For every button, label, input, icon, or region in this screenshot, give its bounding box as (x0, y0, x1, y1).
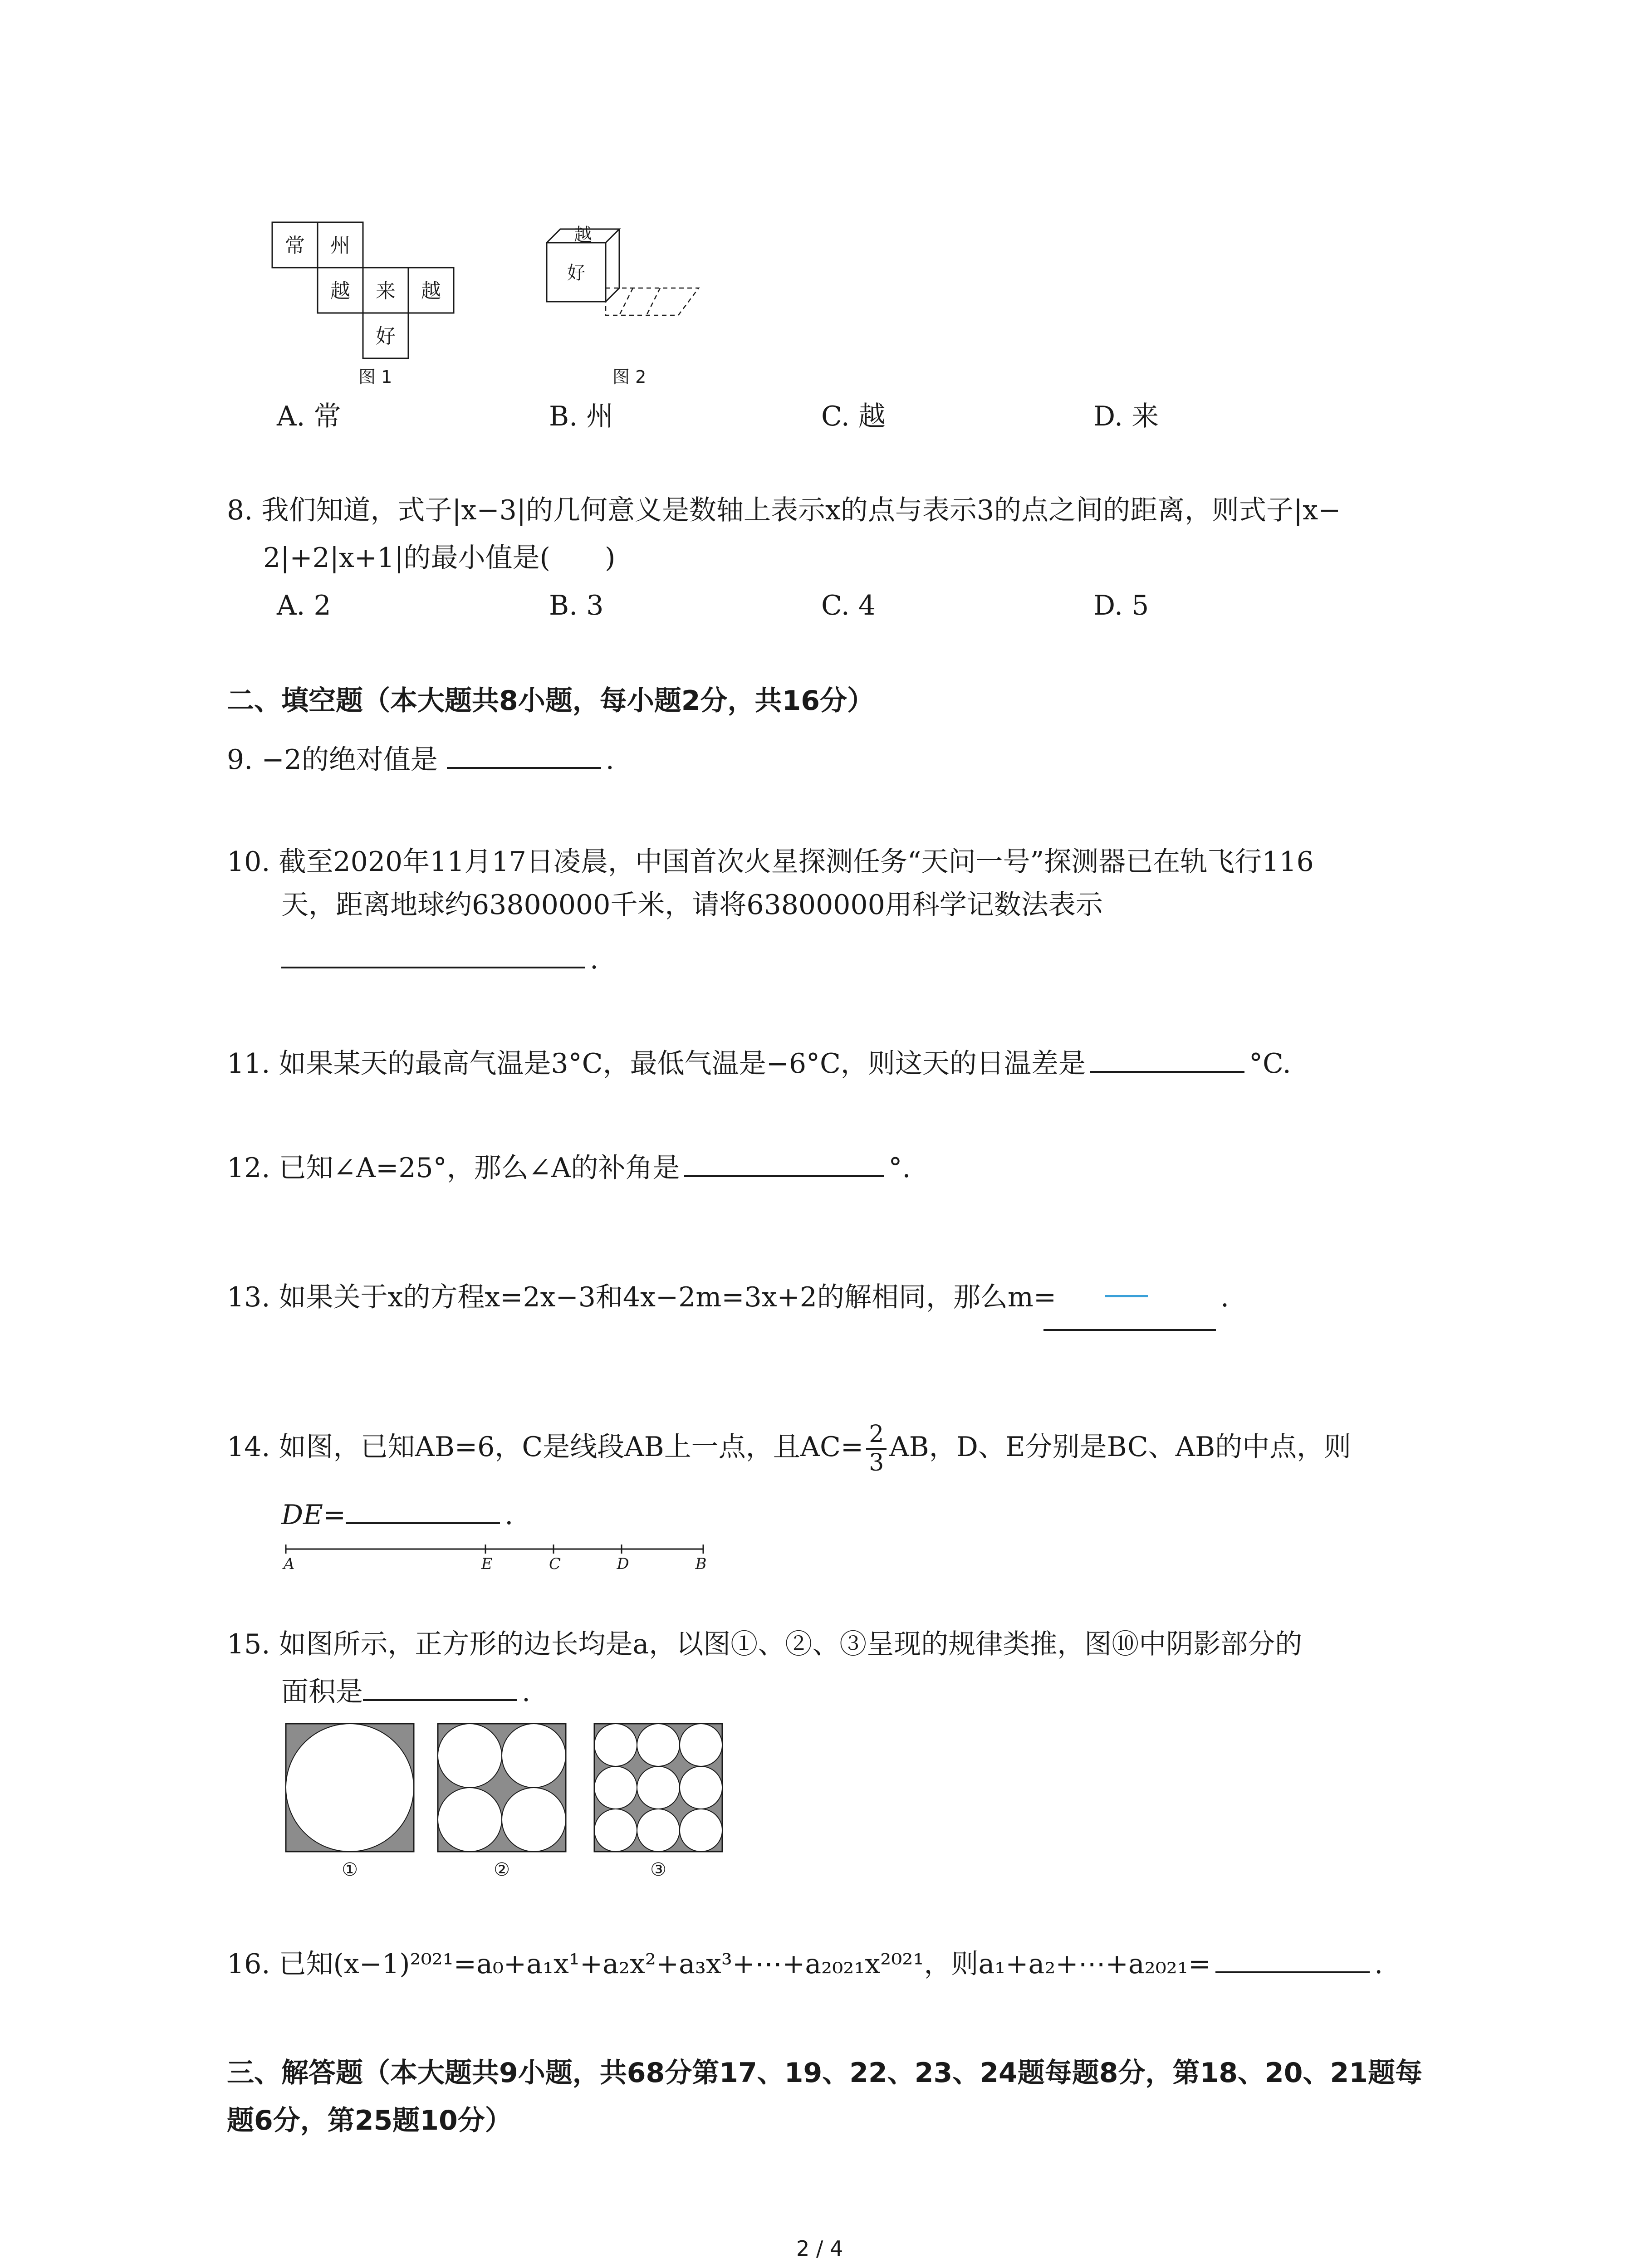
q8-line1: 8. 我们知道，式子|x−3|的几何意义是数轴上表示x的点与表示3的点之间的距离，则式子|x− (227, 494, 1341, 526)
section2-heading: 二、填空题（本大题共8小题，每小题2分，共16分） (227, 685, 874, 717)
q16-blank[interactable] (1215, 1971, 1370, 1973)
net-cell-6: 好 (376, 325, 396, 348)
q9-text: 9. −2的绝对值是 (227, 744, 438, 776)
section3-heading-line1: 三、解答题（本大题共9小题，共68分第17、19、22、23、24题每题8分，第18、20、21题每 (227, 2057, 1422, 2089)
q14-post: AB，D、E分别是BC、AB的中点，则 (889, 1431, 1352, 1463)
q11-blank[interactable] (1090, 1071, 1244, 1073)
q15-blank[interactable] (363, 1699, 517, 1701)
q13-cursor-mark (1105, 1295, 1148, 1297)
fig1-caption: 图 1 (358, 367, 392, 387)
q12-tail: °. (888, 1152, 911, 1184)
cube-front-text: 好 (567, 263, 585, 284)
q12-line (227, 1154, 911, 1182)
q8-option-a[interactable]: A. 2 (277, 590, 331, 621)
net-cell-3: 越 (330, 279, 350, 303)
q14-denominator: 3 (869, 1449, 884, 1477)
q10-line1: 10. 截至2020年11月17日凌晨，中国首次火星探测任务“天问一号”探测器已在轨飞行116 (227, 846, 1314, 878)
q8-line2: 2|+2|x+1|的最小值是( ) (263, 542, 616, 574)
q14-fraction (866, 1421, 887, 1477)
q11-line (227, 1048, 1291, 1080)
q7-option-b[interactable]: B. 州 (549, 401, 614, 432)
q7-option-c[interactable]: C. 越 (821, 401, 886, 432)
q13-tail: . (1220, 1281, 1230, 1313)
q14-segment-figure (279, 1535, 710, 1572)
q9-line (227, 744, 614, 776)
q12-text: 12. 已知∠A=25°，那么∠A的补角是 (227, 1152, 680, 1184)
net-cell-4: 来 (376, 279, 396, 303)
q9-blank[interactable] (447, 767, 601, 769)
q16-tail: . (1374, 1948, 1383, 1980)
q14-numerator: 2 (866, 1421, 887, 1450)
q15-label-2: ② (494, 1859, 510, 1880)
q15-tail: . (522, 1676, 531, 1708)
net-cell-5: 越 (421, 279, 441, 303)
point-a: A (283, 1555, 295, 1572)
q10-line3 (281, 943, 599, 975)
q8-option-c[interactable]: C. 4 (821, 590, 876, 621)
q14-blank[interactable] (346, 1522, 500, 1524)
q9-tail: . (605, 744, 614, 776)
q8-option-b[interactable]: B. 3 (549, 590, 604, 621)
q15-line1: 15. 如图所示，正方形的边长均是a，以图①、②、③呈现的规律类推，图⑩中阴影部分的 (227, 1628, 1303, 1660)
q10-line2: 天，距离地球约63800000千米，请将63800000用科学记数法表示 (281, 889, 1103, 921)
q15-label-1: ① (342, 1859, 358, 1880)
point-d: D (617, 1555, 629, 1572)
cube-top-text: 越 (574, 225, 592, 245)
q8-option-d[interactable]: D. 5 (1093, 590, 1149, 621)
q7-option-d[interactable]: D. 来 (1093, 401, 1159, 432)
q16-text: 16. 已知(x−1)²⁰²¹=a₀+a₁x¹+a₂x²+a₃x³+⋯+a₂₀₂₁x²⁰²¹，则a₁+a₂+⋯+a₂₀₂₁= (227, 1948, 1211, 1980)
net-cell-2: 州 (330, 234, 350, 257)
q14-de: DE= (281, 1499, 346, 1531)
point-b: B (695, 1555, 707, 1572)
q14-line1 (227, 1411, 1351, 1483)
q13-line: 13. 如果关于x的方程x=2x−3和4x−2m=3x+2的解相同，那么m= (227, 1281, 1057, 1313)
q15-text: 面积是 (281, 1676, 363, 1708)
q14-pre: 14. 如图，已知AB=6，C是线段AB上一点，且AC= (227, 1431, 864, 1463)
q11-text: 11. 如果某天的最高气温是3°C，最低气温是−6°C，则这天的日温差是 (227, 1048, 1086, 1080)
q10-blank[interactable] (281, 967, 585, 968)
page-number: 2 / 4 (796, 2236, 843, 2261)
q14-tail: . (505, 1499, 514, 1531)
q13-blank[interactable] (1043, 1329, 1216, 1331)
net-cell-1: 常 (285, 234, 305, 257)
q7-option-a[interactable]: A. 常 (277, 401, 341, 432)
q11-tail: °C. (1249, 1048, 1291, 1080)
section3-heading-line2: 题6分，第25题10分） (227, 2105, 512, 2136)
q15-label-3: ③ (650, 1859, 666, 1880)
point-c: C (549, 1555, 561, 1572)
q7-cube-figure (542, 225, 705, 329)
q14-line2 (281, 1501, 513, 1529)
q16-line (227, 1950, 1383, 1978)
q7-net-figure (268, 218, 458, 372)
fig2-caption: 图 2 (612, 367, 647, 387)
q10-tail: . (590, 943, 599, 975)
point-e: E (481, 1555, 493, 1572)
q12-blank[interactable] (684, 1175, 884, 1177)
q15-squares-figure (281, 1719, 735, 1882)
q15-line2 (281, 1678, 530, 1706)
